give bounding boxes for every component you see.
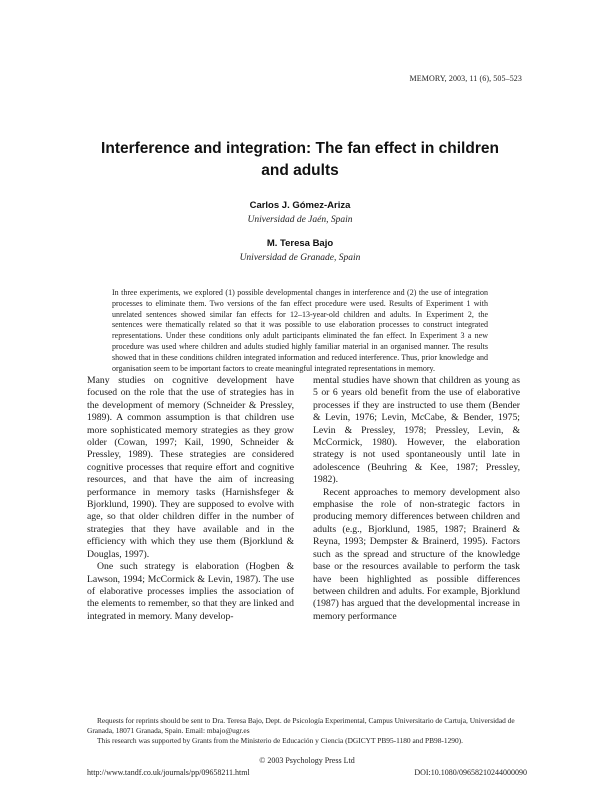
journal-header: MEMORY, 2003, 11 (6), 505–523 (409, 74, 522, 83)
author-affiliation-2: Universidad de Granade, Spain (239, 253, 361, 263)
body-paragraph: Many studies on cognitive development have focused on the role that the use of strategies has in the development of memory (Schneider & Pressley, 1989). A common assumption is that children use more sophisticated memory strategies as they grow older (Cowan, 1997; Kail, 1990, Schneider & Pressley, 1989). These strategies are considered cognitive processes that require effort and cognitive resources, and that have the aim of increasing performance in memory tasks (Harnishsfeger & Bjorklund, 1990). They are supposed to evolve with age, so that older children differ in the number of strategies that they have available and in the efficiency with which they use them (Bjorklund & Douglas, 1997). (87, 375, 294, 560)
journal-url[interactable]: http://www.tandf.co.uk/journals/pp/09658211.html (87, 768, 250, 777)
article-title-line2: and adults (261, 162, 339, 179)
body-paragraph: mental studies have shown that children as young as 5 or 6 years old benefit from the use of elaborative processes if they are instructed to use them (Bender & Levin, 1976; Levin, McCabe, & Bender, 1975; Levin & Pressley, 1978; Pressley, Levin, & McCormick, 1980). However, the elaboration strategy is not used spontaneously until late in adolescence (Beuhring & Kee, 1987; Pressley, 1982). (313, 375, 520, 486)
body-paragraph: One such strategy is elaboration (Hogben & Lawson, 1994; McCormick & Levin, 1987). The use of elaborative processes implies the association of the elements to remember, so that they are linked and integrated in memory. Many develop- (87, 561, 294, 622)
body-paragraph: Recent approaches to memory development also emphasise the role of non-strategic factors in producing memory differences between children and adults (e.g., Bjorklund, 1985, 1987; Brainerd & Reyna, 1993; Dempster & Brainerd, 1995). Factors such as the spread and structure of the knowledge base or the resources available to perform the task have been highlighted as possible differences between children and adults. For example, Bjorklund (1987) has argued that the developmental increase in memory performance (313, 486, 520, 622)
article-title-line1: Interference and integration: The fan effect in children (101, 140, 499, 157)
body-column-left (87, 375, 294, 623)
doi: DOI:10.1080/09658210244000090 (414, 768, 527, 777)
author-affiliation-1: Universidad de Jaén, Spain (247, 215, 353, 225)
article-title (60, 138, 540, 182)
abstract: In three experiments, we explored (1) possible developmental changes in interference and (2) the use of integration processes to eliminate them. Two versions of the fan effect procedure were used. Results of Experiment 1 with unrelated sentences showed similar fan effects for 12–13-year-old children and adults. In Experiment 2, the sentences were thematically related so that it was possible to use elaboration processes to construct integrated representations. Under these conditions only adult participants eliminated the fan effect. In Experiment 3 a new procedure was used where children and adults studied highly familiar material in an organised manner. The results showed that in these conditions children integrated information and reduced interference. Thus, prior knowledge and organisation seem to be important factors to create meaningful integrated representations in memory. (112, 288, 488, 373)
footnote-reprints: Requests for reprints should be sent to Dra. Teresa Bajo, Dept. de Psicología Experimental, Campus Universitario de Cartuja, Universidad de Granada, 18071 Granada, Spain. Email: mbajo@ugr.es (87, 716, 515, 735)
footnote-grants: This research was supported by Grants from the Ministerio de Educación y Ciencia (DGICYT PB95-1180 and PB98-1290). (97, 736, 463, 745)
author-name-2: M. Teresa Bajo (266, 238, 334, 249)
body-column-right (313, 375, 520, 623)
author-name-1: Carlos J. Gómez-Ariza (249, 200, 351, 211)
copyright: © 2003 Psychology Press Ltd (259, 756, 355, 765)
